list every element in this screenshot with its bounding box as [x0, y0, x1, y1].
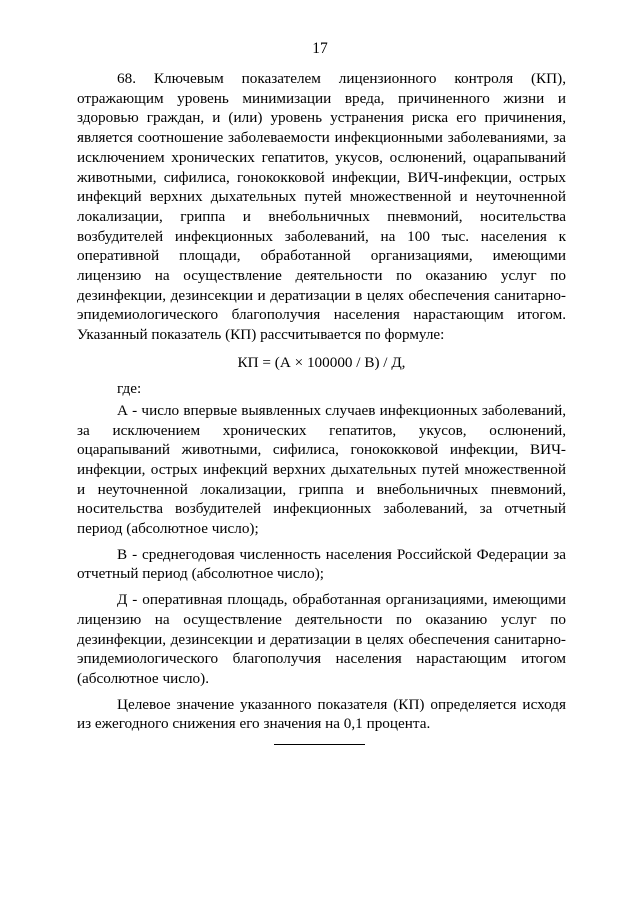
document-body — [77, 69, 566, 734]
where-label: где: — [117, 379, 142, 397]
definition-b: В - среднегодовая численность населения Российской Федерации за отчетный период (абсолютное число); — [77, 545, 566, 583]
end-divider-line — [274, 744, 365, 745]
definition-a: А - число впервые выявленных случаев инфекционных заболеваний, за исключением хронических гепатитов, укусов, ослюнений, оцарапываний животными, сифилиса, гонококковой инфекции, ВИЧ-инфекции, острых инфекций верхних дыхательных путей множественной и неуточненной локализации, гриппа и внебольничных пневмоний, носительства возбудителей инфекционных заболеваний, за отчетный период (абсолютное число); — [77, 401, 566, 538]
definition-d: Д - оперативная площадь, обработанная организациями, имеющими лицензию на осуществление деятельности по оказанию услуг по дезинфекции, дезинсекции и дератизации в целях обеспечения санитарно-эпидемиологического благополучия населения нарастающим итогом (абсолютное число). — [77, 591, 566, 687]
paragraph-68: 68. Ключевым показателем лицензионного контроля (КП), отражающим уровень минимизации вреда, причиненного жизни и здоровью граждан, и (или) уровень устранения риска его причинения, является соотношение заболеваемости инфекционными заболеваниями, за исключением хронических гепатитов, укусов, ослюнений, оцарапываний животными, сифилиса, гонококковой инфекции, ВИЧ-инфекции, острых инфекций верхних дыхательных путей множественной и неуточненной локализации, гриппа и внебольничных пневмоний, носительства возбудителей инфекционных заболеваний, на 100 тыс. населения к оперативной площади, обработанной организациями, имеющими лицензию на осуществление деятельности по оказанию услуг по дезинфекции, дезинсекции и дератизации в целях обеспечения санитарно-эпидемиологического благополучия населения нарастающим итогом. Указанный показатель (КП) рассчитывается по формуле: — [77, 70, 566, 344]
target-value-paragraph: Целевое значение указанного показателя (КП) определяется исходя из ежегодного снижения его значения на 0,1 процента. — [77, 695, 566, 733]
formula: КП = (А × 100000 / В) / Д, — [237, 353, 406, 371]
page-number: 17 — [312, 40, 328, 57]
